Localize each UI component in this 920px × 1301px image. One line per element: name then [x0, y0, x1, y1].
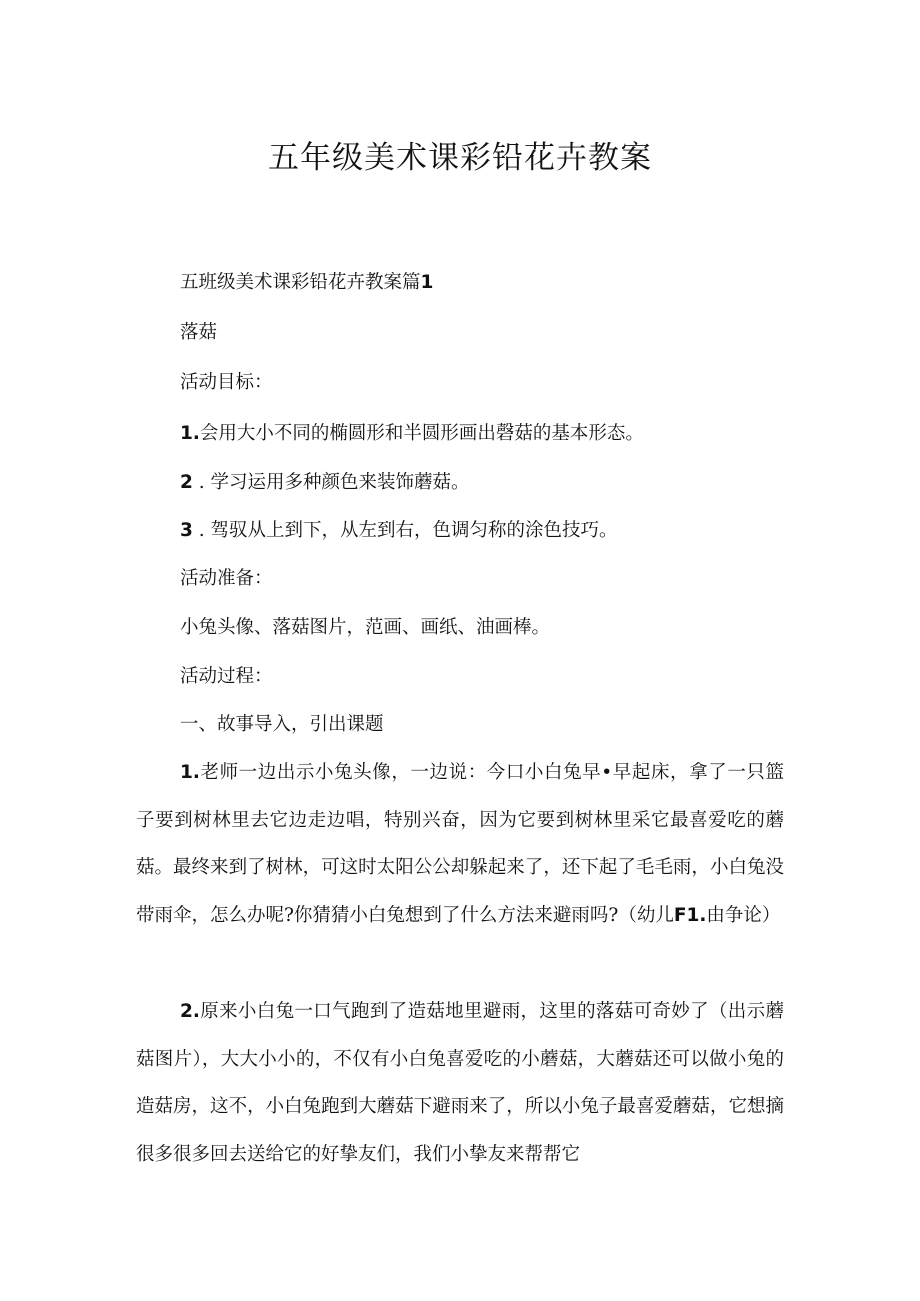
objective-text: 会用大小不同的椭圆形和半圆形画出磬菇的基本形态。 — [199, 423, 644, 444]
objective-item — [180, 421, 644, 447]
preparation-text: 小兔头像、落菇图片，范画、画纸、油画棒。 — [180, 617, 551, 638]
objective-text: . 驾驭从上到下，从左到右，色调匀称的涂色技巧。 — [192, 520, 618, 541]
document-title: 五年级美术课彩铅花卉教案 — [268, 140, 652, 176]
list-number: 1. — [180, 423, 200, 444]
preparation-heading: 活动准备： — [180, 568, 273, 589]
paragraph-number: 1. — [180, 762, 200, 783]
paragraph-text: 原来小白兔一口气跑到了造菇地里避雨，这里的落菇可奇妙了（出示蘑菇图片），大大小小的，不仅有小白兔喜爱吃的小蘑菇，大蘑菇还可以做小兔的造菇房，这不，小白兔跑到大蘑菇下避雨来了，所以小兔子最喜爱蘑菇，它想摘很多很多回去送给它的好挚友们，我们小挚友来帮帮它 — [136, 1001, 784, 1165]
objective-item — [180, 518, 618, 544]
objective-text: . 学习运用多种颜色来装饰蘑菇。 — [192, 472, 470, 493]
list-number: 2 — [180, 472, 193, 493]
paragraph-inline-bold: F1. — [673, 904, 707, 926]
paragraph-text-end: 由争论） — [706, 904, 781, 926]
paragraph-mushroom — [136, 988, 784, 1178]
list-number: 3 — [180, 520, 193, 541]
section-heading — [180, 270, 433, 296]
objectives-heading: 活动目标： — [180, 372, 273, 393]
paragraph-story — [136, 749, 784, 939]
objective-item — [180, 470, 470, 496]
section-heading-text: 五班级美术课彩铅花卉教案篇 — [180, 272, 421, 293]
step-heading: 一、故事导入，引出课题 — [180, 714, 384, 735]
process-heading: 活动过程： — [180, 666, 273, 687]
lesson-name: 落菇 — [180, 322, 218, 343]
section-heading-number: 1 — [420, 272, 434, 293]
paragraph-text: 老师一边出示小兔头像，一边说：今口小白兔早•早起床，拿了一只篮子要到树林里去它边走边唱，特别兴奋，因为它要到树林里采它最喜爱吃的蘑菇。最终来到了树林，可这时太阳公公却躲起来了，还下起了毛毛雨，小白兔没带雨伞，怎么办呢?你猜猜小白兔想到了什么方法来避雨吗?（幼儿 — [136, 762, 784, 926]
paragraph-number: 2. — [180, 1001, 200, 1022]
